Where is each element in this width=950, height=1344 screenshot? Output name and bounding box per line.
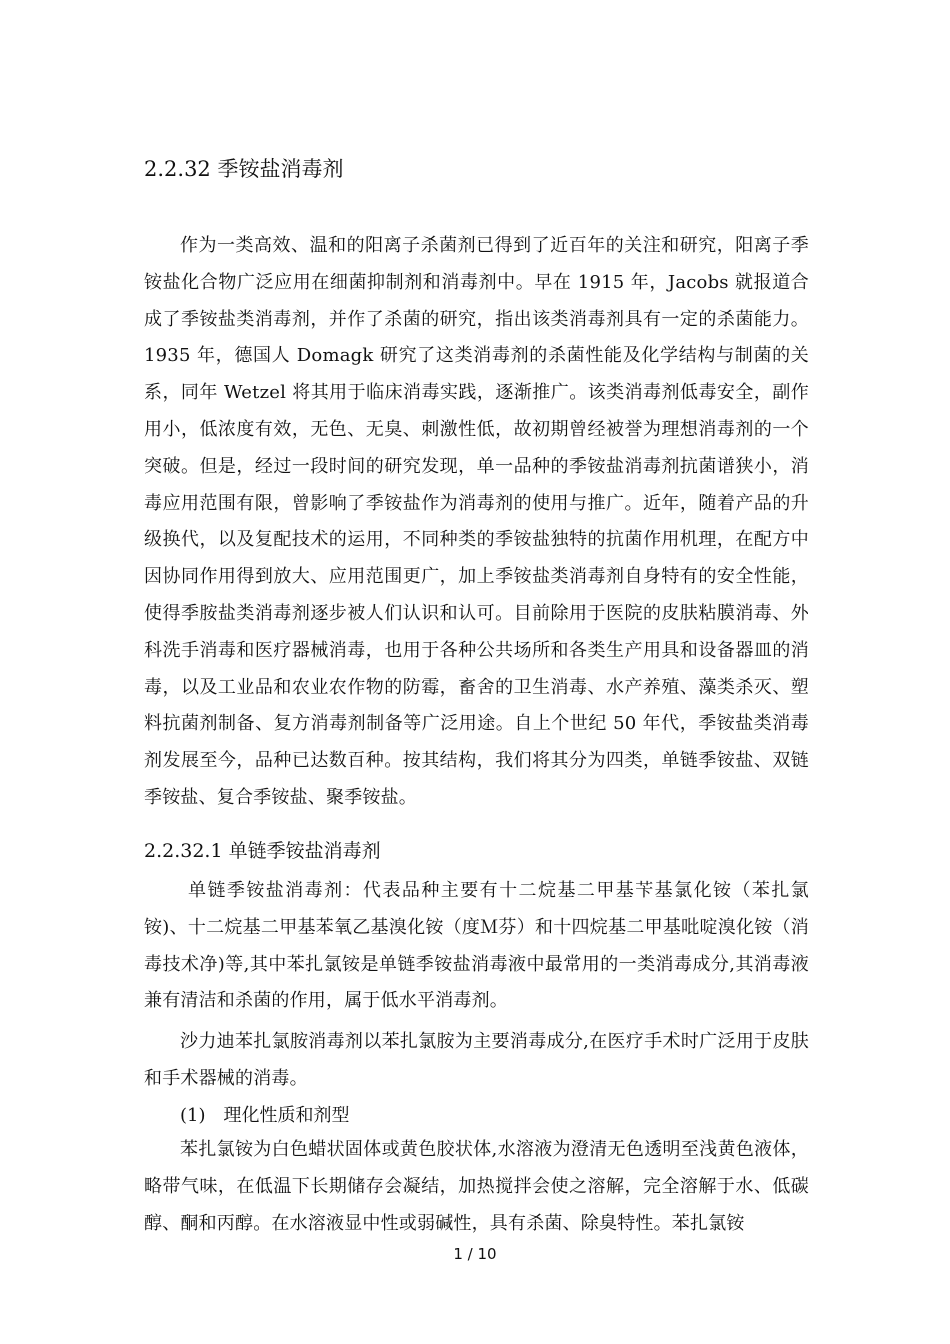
list-item-heading: (1) 理化性质和剂型 [180, 1105, 350, 1126]
properties-paragraph: 苯扎氯铵为白色蜡状固体或黄色胶状体,水溶液为澄清无色透明至浅黄色液体，略带气味，在低温下长期储存会凝结，加热搅拌会使之溶解，完全溶解于水、低碳醇、酮和丙醇。在水溶液显中性或弱碱性，具有杀菌、除臭特性。苯扎氯铵 [144, 1139, 809, 1234]
section-heading: 2.2.32 季铵盐消毒剂 [144, 157, 344, 181]
intro-paragraph: 作为一类高效、温和的阳离子杀菌剂已得到了近百年的关注和研究，阳离子季铵盐化合物广泛应用在细菌抑制剂和消毒剂中。早在 1915 年，Jacobs 就报道合成了季铵盐类消毒剂，并作了杀菌的研究，指出该类消毒剂具有一定的杀菌能力。1935 年，德国人 Domagk 研究了这类消毒剂的杀菌性能及化学结构与制菌的关系，同年 Wetzel 将其用于临床消毒实践，逐渐推广。该类消毒剂低毒安全，副作用小，低浓度有效，无色、无臭、刺激性低，故初期曾经被誉为理想消毒剂的一个突破。但是，经过一段时间的研究发现，单一品种的季铵盐消毒剂抗菌谱狭小，消毒应用范围有限，曾影响了季铵盐作为消毒剂的使用与推广。近年，随着产品的升级换代，以及复配技术的运用，不同种类的季铵盐独特的抗菌作用机理，在配方中因协同作用得到放大、应用范围更广，加上季铵盐类消毒剂自身特有的安全性能，使得季胺盐类消毒剂逐步被人们认识和认可。目前除用于医院的皮肤粘膜消毒、外科洗手消毒和医疗器械消毒，也用于各种公共场所和各类生产用具和设备器皿的消毒，以及工业品和农业农作物的防霉，畜舍的卫生消毒、水产养殖、藻类杀灭、塑料抗菌剂制备、复方消毒剂制备等广泛用途。自上个世纪 50 年代，季铵盐类消毒剂发展至今，品种已达数百种。按其结构，我们将其分为四类，单链季铵盐、双链季铵盐、复合季铵盐、聚季铵盐。 [144, 235, 809, 808]
single-chain-paragraph: 单链季铵盐消毒剂：代表品种主要有十二烷基二甲基苄基氯化铵（苯扎氯铵)、十二烷基二甲基苯氧乙基溴化铵（度Ｍ芬）和十四烷基二甲基吡啶溴化铵（消毒技术净)等,其中苯扎氯铵是单链季铵盐消毒液中最常用的一类消毒成分,其消毒液兼有清洁和杀菌的作用，属于低水平消毒剂。 [144, 880, 809, 1012]
subsection-heading: 2.2.32.1 单链季铵盐消毒剂 [144, 840, 381, 862]
page-number: 1 / 10 [453, 1245, 497, 1263]
product-paragraph: 沙力迪苯扎氯胺消毒剂以苯扎氯胺为主要消毒成分,在医疗手术时广泛用于皮肤和手术器械的消毒。 [144, 1031, 809, 1089]
